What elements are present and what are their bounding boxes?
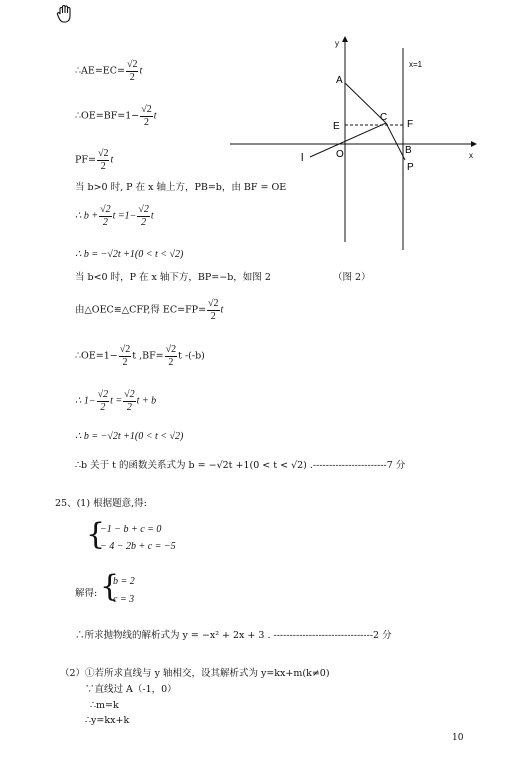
label-x-equals-1: x=1 xyxy=(409,60,423,69)
line-b-result-1: ∴ b = −√2t +1(0 < t < √2) xyxy=(75,249,184,260)
line-pf: PF= $\frac{√2}{2}$ t xyxy=(75,148,114,172)
line-b-result-2: ∴ b = −√2t +1(0 < t < √2) xyxy=(75,431,184,442)
line-oe-bf: ∴OE=BF=1− $\frac{√2}{2}$ t xyxy=(75,104,157,128)
line-oe-bf-2: ∴OE=1− $\frac{√2}{2}$ t ,BF= $\frac{√2}{2}$ t -(-b) xyxy=(75,344,205,368)
part2-line3: ∴y=kx+k xyxy=(85,715,130,726)
hand-pointer-icon xyxy=(55,4,75,24)
system-brace-1: { xyxy=(86,517,106,552)
line-equation-2: ∴ 1− $\frac{√2}{2}$ t = $\frac{√2}{2}$ t + b xyxy=(75,389,157,413)
system2-eq1: b = 2 xyxy=(113,576,135,587)
label-e: E xyxy=(333,121,340,132)
parabola-result: ∴所求抛物线的解析式为 y = −x² + 2x + 3 . -------------------------------2 分 xyxy=(75,630,392,641)
line-congruent: 由△OEC≌△CFP,得 EC=FP= $\frac{√2}{2}$ t xyxy=(75,298,224,322)
line-case-b-positive: 当 b>0 时, P 在 x 轴上方，PB=b，由 BF = OE xyxy=(75,182,287,193)
label-l: l xyxy=(301,152,304,164)
system2-eq2: c = 3 xyxy=(113,594,135,605)
coordinate-figure xyxy=(225,30,485,255)
part2-line1: ∵直线过 A（-1，0） xyxy=(85,684,177,695)
y-axis-arrow xyxy=(342,36,348,42)
label-b: B xyxy=(405,145,412,156)
line-ae-ec: ∴AE=EC= $\frac{√2}{2}$ t xyxy=(75,59,143,83)
figure-caption: （图 2） xyxy=(333,272,371,283)
page-number: 10 xyxy=(452,733,464,743)
system-brace-2: { xyxy=(100,569,120,604)
label-o: O xyxy=(336,149,344,160)
part2-intro: （2）①若所求直线与 y 轴相交，设其解析式为 y=kx+m(k≠0) xyxy=(60,668,330,679)
system1-eq2: − 4 − 2b + c = −5 xyxy=(100,541,176,552)
label-f: F xyxy=(407,119,414,130)
label-y: y xyxy=(335,39,339,48)
line-b-equation: ∴ b + $\frac{√2}{2}$ t =1− $\frac{√2}{2}$ t xyxy=(75,204,154,228)
system1-eq1: −1 − b + c = 0 xyxy=(100,524,162,535)
label-x: x xyxy=(469,151,473,160)
line-l xyxy=(310,123,386,157)
x-axis-arrow xyxy=(471,141,477,147)
solve-label: 解得: xyxy=(75,588,98,599)
part2-line2: ∴m=k xyxy=(90,700,119,711)
label-c: C xyxy=(380,112,388,123)
line-case-b-negative: 当 b<0 时，P 在 x 轴下方，BP=−b，如图 2 xyxy=(75,272,271,283)
label-a: A xyxy=(336,75,343,86)
line-function-relation: ∴b 关于 t 的函数关系式为 b = −√2t +1(0 < t < √2) .-----------------------7 分 xyxy=(75,460,406,471)
label-p: P xyxy=(407,162,414,173)
segment-cp xyxy=(386,123,405,160)
q25-heading: 25、(1) 根据题意,得: xyxy=(55,498,147,509)
